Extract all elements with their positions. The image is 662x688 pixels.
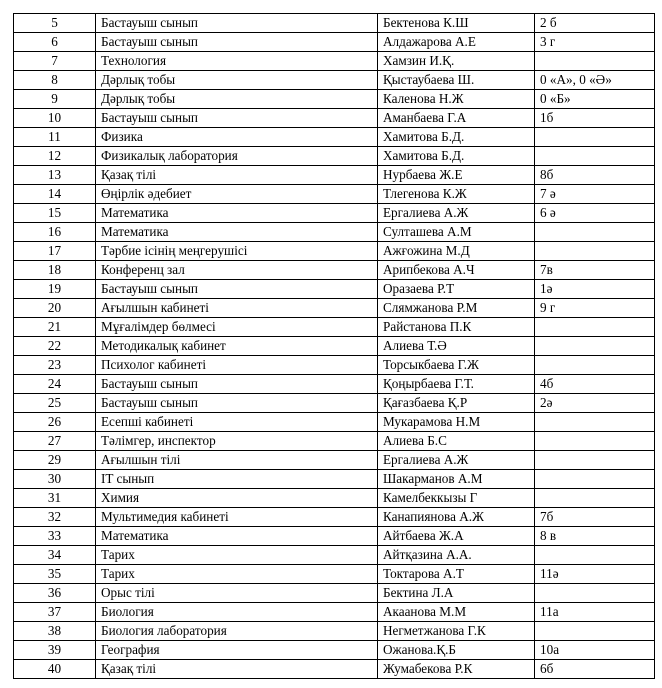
table-row	[14, 375, 655, 394]
cell-teacher-name: Ожанова.Қ.Б	[378, 641, 535, 660]
table-row	[14, 413, 655, 432]
cell-room-name: Тарих	[96, 565, 378, 584]
cell-class	[535, 546, 655, 565]
cell-class	[535, 52, 655, 71]
cell-room-number: 7	[14, 52, 96, 71]
cell-teacher-name: Қыстаубаева Ш.	[378, 71, 535, 90]
cell-teacher-name: Алиева Б.С	[378, 432, 535, 451]
cell-teacher-name: Хамзин И.Қ.	[378, 52, 535, 71]
cell-room-number: 22	[14, 337, 96, 356]
cell-room-name: Биология	[96, 603, 378, 622]
cell-room-name: Мультимедия кабинеті	[96, 508, 378, 527]
cell-class	[535, 470, 655, 489]
cell-room-name: Қазақ тілі	[96, 660, 378, 679]
cell-class	[535, 584, 655, 603]
cell-class: 0 «А», 0 «Ә»	[535, 71, 655, 90]
cell-room-number: 31	[14, 489, 96, 508]
cell-room-number: 25	[14, 394, 96, 413]
cell-room-number: 36	[14, 584, 96, 603]
table-row	[14, 223, 655, 242]
table-row	[14, 356, 655, 375]
cell-room-name: Тәрбие ісінің меңгерушісі	[96, 242, 378, 261]
cell-room-name: Бастауыш сынып	[96, 33, 378, 52]
table-row	[14, 14, 655, 33]
cell-class: 0 «Б»	[535, 90, 655, 109]
cell-class: 4б	[535, 375, 655, 394]
cell-teacher-name: Айтқазина А.А.	[378, 546, 535, 565]
cell-class	[535, 147, 655, 166]
cell-room-number: 12	[14, 147, 96, 166]
cell-room-number: 16	[14, 223, 96, 242]
cell-room-number: 21	[14, 318, 96, 337]
cell-class	[535, 242, 655, 261]
table-body	[14, 14, 655, 679]
cell-room-name: География	[96, 641, 378, 660]
table-row	[14, 242, 655, 261]
cell-teacher-name: Алиева Т.Ә	[378, 337, 535, 356]
cell-room-name: Математика	[96, 204, 378, 223]
cell-room-number: 32	[14, 508, 96, 527]
table-row	[14, 603, 655, 622]
cell-room-name: Ағылшын кабинеті	[96, 299, 378, 318]
cell-class: 8б	[535, 166, 655, 185]
cell-room-number: 37	[14, 603, 96, 622]
cell-class: 3 г	[535, 33, 655, 52]
cell-room-number: 10	[14, 109, 96, 128]
cell-teacher-name: Торсыкбаева Г.Ж	[378, 356, 535, 375]
cell-room-number: 30	[14, 470, 96, 489]
cell-room-number: 20	[14, 299, 96, 318]
cell-teacher-name: Каленова Н.Ж	[378, 90, 535, 109]
cell-room-name: Тәлімгер, инспектор	[96, 432, 378, 451]
cell-room-number: 19	[14, 280, 96, 299]
cell-teacher-name: Ергалиева А.Ж	[378, 451, 535, 470]
cell-room-name: Физикалық лаборатория	[96, 147, 378, 166]
table-row	[14, 641, 655, 660]
cell-teacher-name: Қоңырбаева Г.Т.	[378, 375, 535, 394]
room-assignment-table	[13, 13, 655, 679]
cell-room-name: Тарих	[96, 546, 378, 565]
cell-teacher-name: Негметжанова Г.К	[378, 622, 535, 641]
table-row	[14, 527, 655, 546]
cell-class: 9 г	[535, 299, 655, 318]
cell-room-name: Қазақ тілі	[96, 166, 378, 185]
cell-class: 6б	[535, 660, 655, 679]
cell-teacher-name: Мукарамова Н.М	[378, 413, 535, 432]
table-row	[14, 71, 655, 90]
cell-teacher-name: Бектина Л.А	[378, 584, 535, 603]
cell-class	[535, 318, 655, 337]
cell-room-name: Физика	[96, 128, 378, 147]
cell-room-number: 14	[14, 185, 96, 204]
cell-room-number: 33	[14, 527, 96, 546]
cell-teacher-name: Тлегенова К.Ж	[378, 185, 535, 204]
cell-class	[535, 356, 655, 375]
cell-room-number: 29	[14, 451, 96, 470]
cell-class	[535, 432, 655, 451]
table-row	[14, 204, 655, 223]
table-row	[14, 261, 655, 280]
cell-room-name: Химия	[96, 489, 378, 508]
cell-room-name: Дәрлық тобы	[96, 90, 378, 109]
cell-room-name: Методикалық кабинет	[96, 337, 378, 356]
table-row	[14, 394, 655, 413]
cell-room-number: 40	[14, 660, 96, 679]
table-row	[14, 90, 655, 109]
cell-class: 1ә	[535, 280, 655, 299]
cell-class	[535, 223, 655, 242]
cell-teacher-name: Слямжанова Р.М	[378, 299, 535, 318]
cell-class: 2ә	[535, 394, 655, 413]
cell-teacher-name: Шакарманов А.М	[378, 470, 535, 489]
table-row	[14, 299, 655, 318]
table-row	[14, 52, 655, 71]
table-row	[14, 660, 655, 679]
cell-room-name: Психолог кабинеті	[96, 356, 378, 375]
table-row	[14, 280, 655, 299]
cell-room-number: 11	[14, 128, 96, 147]
cell-teacher-name: Султашева А.М	[378, 223, 535, 242]
cell-teacher-name: Хамитова Б.Д.	[378, 147, 535, 166]
cell-teacher-name: Ажғожина М.Д	[378, 242, 535, 261]
table-row	[14, 565, 655, 584]
table-row	[14, 508, 655, 527]
cell-room-name: Орыс тілі	[96, 584, 378, 603]
cell-room-name: Математика	[96, 527, 378, 546]
cell-room-number: 9	[14, 90, 96, 109]
cell-room-name: Бастауыш сынып	[96, 375, 378, 394]
cell-teacher-name: Бектенова К.Ш	[378, 14, 535, 33]
cell-room-name: Бастауыш сынып	[96, 280, 378, 299]
cell-class: 11а	[535, 603, 655, 622]
cell-room-name: Өңірлік әдебиет	[96, 185, 378, 204]
cell-room-number: 17	[14, 242, 96, 261]
cell-room-name: Технология	[96, 52, 378, 71]
cell-room-number: 23	[14, 356, 96, 375]
cell-teacher-name: Арипбекова А.Ч	[378, 261, 535, 280]
cell-teacher-name: Ергалиева А.Ж	[378, 204, 535, 223]
cell-class: 7б	[535, 508, 655, 527]
table-row	[14, 147, 655, 166]
cell-room-name: Биология лаборатория	[96, 622, 378, 641]
cell-class	[535, 128, 655, 147]
cell-room-number: 35	[14, 565, 96, 584]
table-row	[14, 451, 655, 470]
table-row	[14, 109, 655, 128]
cell-class	[535, 622, 655, 641]
cell-class: 2 б	[535, 14, 655, 33]
cell-room-name: IT сынып	[96, 470, 378, 489]
cell-teacher-name: Нурбаева Ж.Е	[378, 166, 535, 185]
table-row	[14, 166, 655, 185]
cell-teacher-name: Айтбаева Ж.А	[378, 527, 535, 546]
cell-room-number: 27	[14, 432, 96, 451]
cell-room-number: 8	[14, 71, 96, 90]
cell-class	[535, 489, 655, 508]
cell-teacher-name: Жумабекова Р.К	[378, 660, 535, 679]
cell-teacher-name: Қағазбаева Қ.Р	[378, 394, 535, 413]
cell-room-name: Бастауыш сынып	[96, 14, 378, 33]
table-row	[14, 185, 655, 204]
cell-class: 10а	[535, 641, 655, 660]
cell-room-name: Дәрлық тобы	[96, 71, 378, 90]
cell-room-number: 18	[14, 261, 96, 280]
cell-room-number: 24	[14, 375, 96, 394]
cell-room-name: Бастауыш сынып	[96, 109, 378, 128]
cell-teacher-name: Алдажарова А.Е	[378, 33, 535, 52]
cell-class: 1б	[535, 109, 655, 128]
table-row	[14, 128, 655, 147]
cell-teacher-name: Канапиянова А.Ж	[378, 508, 535, 527]
table-row	[14, 318, 655, 337]
cell-room-number: 38	[14, 622, 96, 641]
table-row	[14, 33, 655, 52]
cell-class: 7 ә	[535, 185, 655, 204]
cell-room-name: Мұғалімдер бөлмесі	[96, 318, 378, 337]
cell-room-name: Бастауыш сынып	[96, 394, 378, 413]
cell-teacher-name: Акаанова М.М	[378, 603, 535, 622]
table-row	[14, 432, 655, 451]
cell-class: 11ә	[535, 565, 655, 584]
cell-teacher-name: Аманбаева Г.А	[378, 109, 535, 128]
cell-class	[535, 451, 655, 470]
table-row	[14, 622, 655, 641]
cell-room-number: 6	[14, 33, 96, 52]
cell-room-number: 34	[14, 546, 96, 565]
cell-teacher-name: Хамитова Б.Д.	[378, 128, 535, 147]
cell-teacher-name: Оразаева Р.Т	[378, 280, 535, 299]
cell-room-name: Конференц зал	[96, 261, 378, 280]
cell-room-name: Математика	[96, 223, 378, 242]
cell-class: 7в	[535, 261, 655, 280]
cell-room-number: 26	[14, 413, 96, 432]
table-row	[14, 546, 655, 565]
cell-teacher-name: Токтарова А.Т	[378, 565, 535, 584]
cell-class	[535, 337, 655, 356]
cell-room-number: 5	[14, 14, 96, 33]
cell-class: 6 ә	[535, 204, 655, 223]
table-row	[14, 584, 655, 603]
cell-room-name: Есепші кабинеті	[96, 413, 378, 432]
table-row	[14, 489, 655, 508]
table-row	[14, 470, 655, 489]
cell-room-number: 15	[14, 204, 96, 223]
cell-room-number: 39	[14, 641, 96, 660]
cell-class	[535, 413, 655, 432]
cell-room-number: 13	[14, 166, 96, 185]
cell-teacher-name: Райстанова П.К	[378, 318, 535, 337]
cell-class: 8 в	[535, 527, 655, 546]
cell-teacher-name: Камелбеккызы Г	[378, 489, 535, 508]
cell-room-name: Ағылшын тілі	[96, 451, 378, 470]
table-row	[14, 337, 655, 356]
